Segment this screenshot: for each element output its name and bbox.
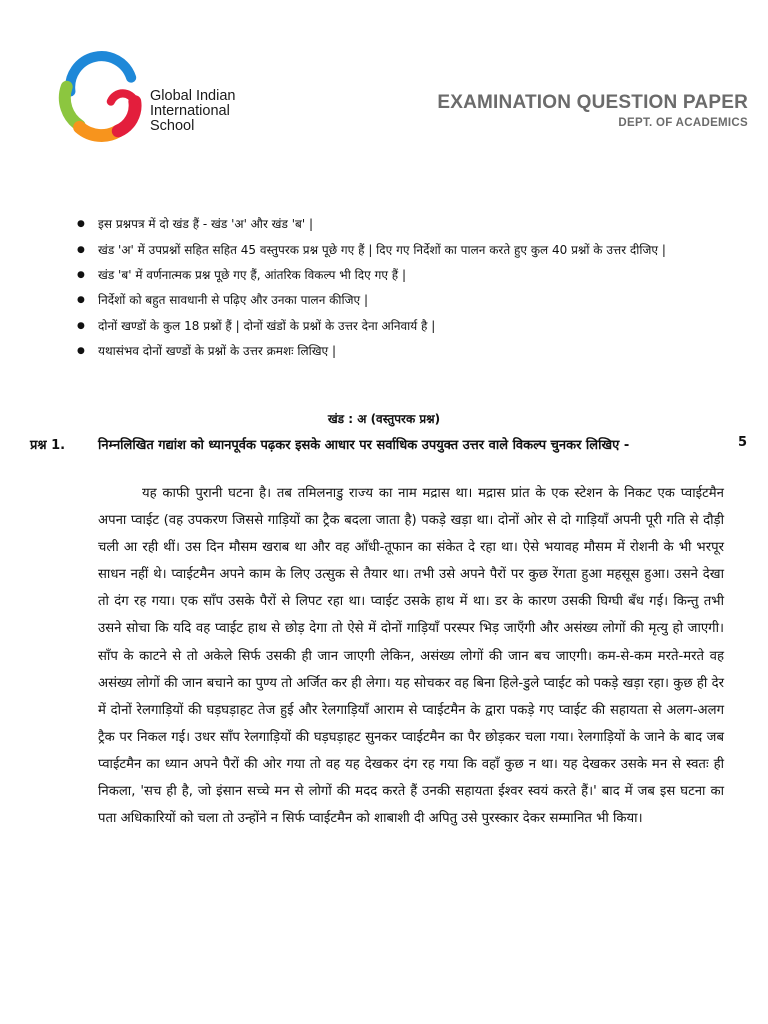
instruction-item: ● निर्देशों को बहुत सावधानी से पढ़िए और उनका पालन कीजिए | (78, 288, 750, 314)
question-marks: 5 (738, 435, 748, 450)
passage-text: यह काफी पुरानी घटना है। तब तमिलनाडु राज्य का नाम मद्रास था। मद्रास प्रांत के एक स्टेशन के निकट एक प्वाईटमैन अपना प्वाईट (वह उपकरण जिससे गाड़ियों का ट्रैक बदला जाता है) पकड़े खड़ा था। दोनों ओर से दो गाड़ियाँ अपनी पूरी गति से दौड़ी चली आ रही थीं। उस दिन मौसम खराब था और वह आँधी-तूफान का संकेत दे रहा था। ऐसे भयावह मौसम में रोशनी के भी भरपूर साधन नहीं थे। प्वाईटमैन अपने काम के लिए उत्सुक से तैयार था। तभी उसे अपने पैरों पर कुछ रेंगता हुआ महसूस हुआ। उसने देखा तो दंग रह गया। एक साँप उसके पैरों से लिपट रहा था। प्वाईट उसके हाथ में था। डर के कारण उसकी घिग्घी बँध गई। किन्तु तभी उसने सोचा कि यदि वह प्वाईट हाथ से छोड़ देगा तो ऐसे में दोनों गाड़ियाँ परस्पर भिड़ जाएँगी और असंख्य लोगों की मृत्यु हो जाएगी। साँप के काटने से तो अकेले सिर्फ उसकी ही जान जाएगी लेकिन, असंख्य लोगों की जान बच जाएगी। कम-से-कम मरते-मरते वह असंख्य लोगों की जान बचाने का पुण्य तो अर्जित कर ही लेगा। यह सोचकर वह बिना हिले-डुले प्वाईट को पकड़े खड़ा रहा। कुछ ही देर में दोनों रेलगाड़ियों की घड़घड़ाहट तेज हुई और रेलगाड़ियाँ आराम से प्वाईटमैन के द्वारा पकड़े गए प्वाईट की सहायता से अलग-अलग ट्रैक पर निकल गई। उधर साँप रेलगाड़ियों की घड़घड़ाहट सुनकर प्वाईटमैन का पैर छोड़कर चला गया। रेलगाड़ियों के जाने के बाद जब प्वाईटमैन का ध्यान अपने पैरों की ओर गया तो वह यह देखकर दंग रह गया कि वहाँ कुछ न था। यह देखकर उसके मन से स्वतः ही निकला, 'सच ही है, जो इंसान सच्चे मन से लोगों की मदद करते हैं उनकी सहायता ईश्वर स्वयं करते हैं।' बाद में जब इस घटना का पता अधिकारियों को चला तो उन्होंने न सिर्फ प्वाईटमैन को शाबाशी दी अपितु उसे पुरस्कार देकर सम्मानित भी किया। (98, 486, 724, 827)
school-name-line-1: Global Indian (150, 88, 236, 104)
department-label: DEPT. OF ACADEMICS (618, 117, 748, 129)
paper-title: EXAMINATION QUESTION PAPER (437, 92, 748, 113)
instruction-item: ● खंड 'अ' में उपप्रश्नों सहित सहित 45 वस्तुपरक प्रश्न पूछे गए हैं | दिए गए निर्देशों का पालन करते हुए कुल 40 प्रश्नों के उत्तर दीजिए | (78, 238, 750, 263)
instruction-item: ● दोनों खण्डों के कुल 18 प्रश्नों हैं | दोनों खंडों के प्रश्नों के उत्तर देना अनिवार्य है | (78, 314, 750, 340)
page-header (0, 0, 768, 150)
section-heading: खंड : अ (वस्तुपरक प्रश्न) (327, 412, 441, 426)
school-name-line-2: International (150, 103, 230, 119)
instructions-list (78, 212, 750, 365)
question-number: प्रश्न 1. (30, 438, 66, 453)
instruction-item: ● इस प्रश्नपत्र में दो खंड हैं - खंड 'अ' और खंड 'ब' | (78, 212, 750, 238)
instruction-item: ● खंड 'ब' में वर्णनात्मक प्रश्न पूछे गए हैं, आंतरिक विकल्प भी दिए गए हैं | (78, 263, 750, 289)
school-logo-icon (52, 50, 144, 142)
school-name-line-3: School (150, 118, 195, 134)
instruction-item: ● यथासंभव दोनों खण्डों के प्रश्नों के उत्तर क्रमशः लिखिए | (78, 339, 750, 365)
school-name (150, 89, 235, 134)
question-text: निम्नलिखित गद्यांश को ध्यानपूर्वक पढ़कर इसके आधार पर सर्वाधिक उपयुक्त उत्तर वाले विकल्प चुनकर लिखिए - (98, 438, 630, 453)
